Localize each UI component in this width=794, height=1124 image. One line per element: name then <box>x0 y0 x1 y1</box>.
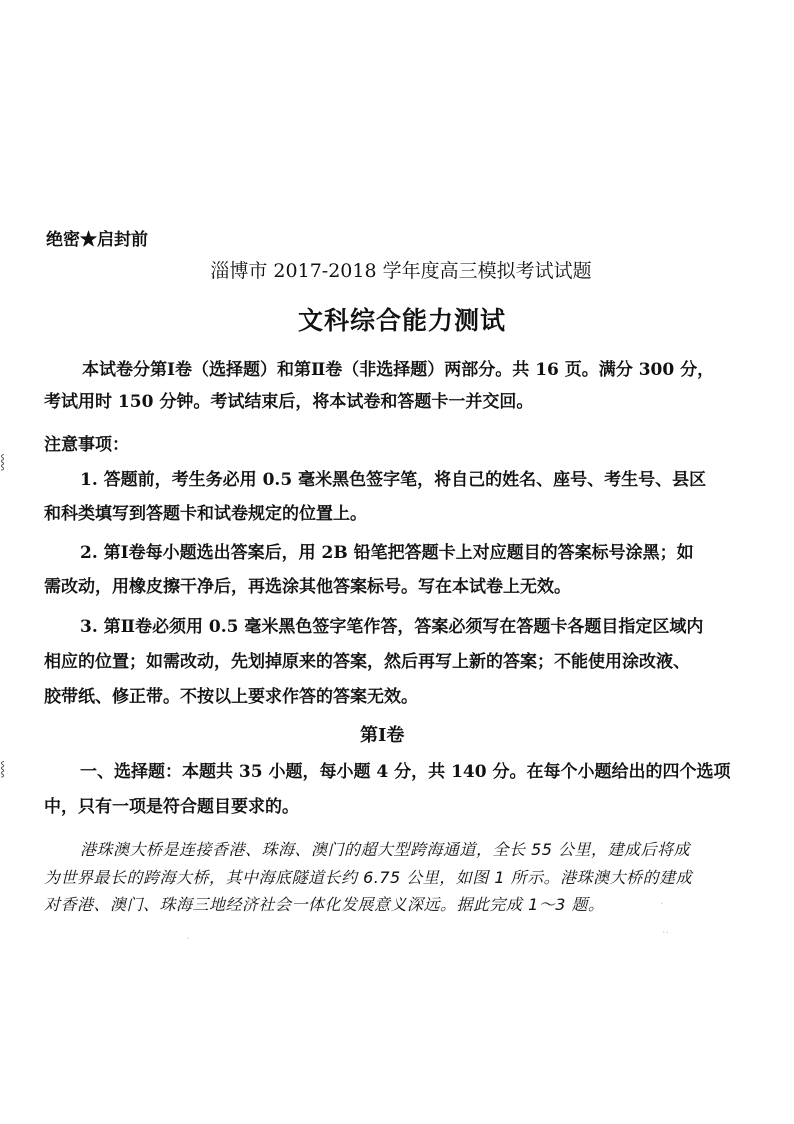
material-paragraph-line: 港珠澳大桥是连接香港、珠海、澳门的超大型跨海通道，全长 55 公里，建成后将成 <box>80 840 691 859</box>
notice-line: 和科类填写到答题卡和试卷规定的位置上。 <box>44 504 367 524</box>
material-paragraph-line: 为世界最长的跨海大桥，其中海底隧道长约 6.75 公里，如图 1 所示。港珠澳大桥的建成 <box>44 868 693 887</box>
section-instruction-line: 一、选择题：本题共 35 小题，每小题 4 分，共 140 分。在每个小题给出的四个选项 <box>80 762 731 782</box>
scan-speck: · <box>186 932 190 945</box>
notice-line: 胶带纸、修正带。不按以上要求作答的答案无效。 <box>44 687 418 707</box>
binding-edge-mark: ⸾ <box>0 454 6 470</box>
intro-line: 考试用时 150 分钟。考试结束后，将本试卷和答题卡一并交回。 <box>44 392 534 412</box>
scan-speck: · <box>660 897 664 910</box>
exam-subject-title: 文科综合能力测试 <box>297 306 506 335</box>
notice-line: 1. 答题前，考生务必用 0.5 毫米黑色签字笔，将自己的姓名、座号、考生号、县区 <box>80 470 707 490</box>
notice-line: 需改动，用橡皮擦干净后，再选涂其他答案标号。写在本试卷上无效。 <box>44 577 571 597</box>
section-instruction-line: 中，只有一项是符合题目要求的。 <box>44 797 299 817</box>
confidential-label: 绝密★启封前 <box>46 230 148 250</box>
notice-line: 相应的位置；如需改动，先划掉原来的答案，然后再写上新的答案；不能使用涂改液、 <box>44 652 690 672</box>
scan-speck: ·· <box>662 926 669 939</box>
section-title: 第Ⅰ卷 <box>360 725 405 746</box>
exam-title: 淄博市 2017-2018 学年度高三模拟考试试题 <box>210 260 592 282</box>
notice-line: 3. 第Ⅱ卷必须用 0.5 毫米黑色签字笔作答，答案必须写在答题卡各题目指定区域内 <box>80 617 704 637</box>
material-paragraph-line: 对香港、澳门、珠海三地经济社会一体化发展意义深远。据此完成 1～3 题。 <box>44 895 605 914</box>
notice-line: 2. 第Ⅰ卷每小题选出答案后，用 2B 铅笔把答题卡上对应题目的答案标号涂黑；如 <box>80 543 694 563</box>
notice-heading: 注意事项： <box>44 435 129 455</box>
binding-edge-mark: ⸾ <box>0 761 6 777</box>
intro-line: 本试卷分第Ⅰ卷（选择题）和第Ⅱ卷（非选择题）两部分。共 16 页。满分 300 分， <box>82 360 715 380</box>
